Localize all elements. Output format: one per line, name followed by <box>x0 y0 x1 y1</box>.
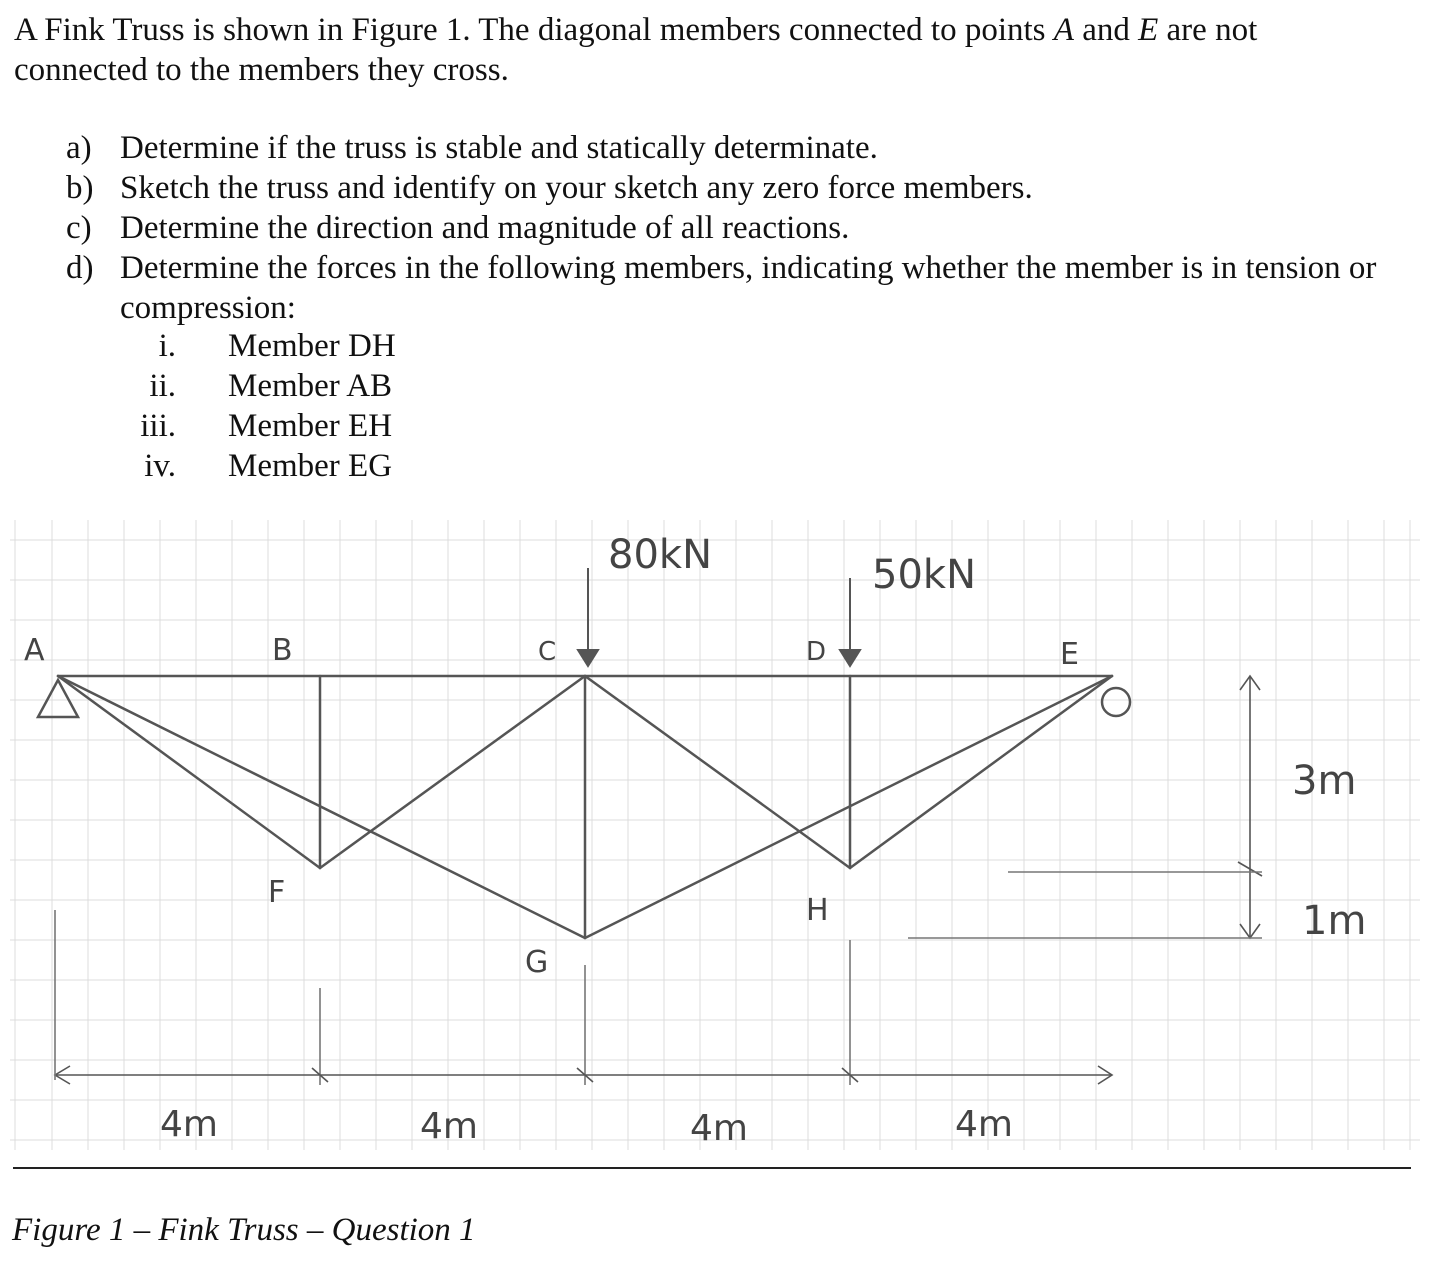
node-label-a: A <box>24 633 45 668</box>
dim-label-span-4: 4m <box>955 1104 1013 1145</box>
intro-line-2: connected to the members they cross. <box>14 52 509 88</box>
roller-support-e <box>1102 688 1130 716</box>
part-a: a) Determine if the truss is stable and statically determinate. <box>66 130 878 166</box>
load-label-80kn: 80kN <box>608 532 712 578</box>
dim-label-3m: 3m <box>1292 758 1357 804</box>
node-label-f: F <box>268 875 286 910</box>
subpart-iii: iii. Member EH <box>140 408 393 444</box>
node-label-d: D <box>806 637 827 667</box>
point-e-ref: E <box>1138 12 1159 48</box>
dim-label-1m: 1m <box>1302 898 1367 944</box>
part-c: c) Determine the direction and magnitude of all reactions. <box>66 210 850 246</box>
node-label-e: E <box>1060 637 1079 672</box>
load-label-50kn: 50kN <box>872 552 976 598</box>
member-af <box>58 676 320 868</box>
subpart-iv: iv. Member EG <box>144 448 393 484</box>
node-label-c: C <box>538 637 557 667</box>
member-fc <box>320 676 585 868</box>
question-parts <box>66 128 1406 328</box>
intro-line-1: A Fink Truss is shown in Figure 1. The diagonal members connected to points A and E are not <box>14 12 1258 48</box>
problem-intro <box>14 10 1414 90</box>
subparts-list <box>66 326 666 486</box>
figure-caption: Figure 1 – Fink Truss – Question 1 <box>12 1212 476 1248</box>
dim-label-span-3: 4m <box>690 1108 748 1149</box>
node-label-b: B <box>272 633 293 668</box>
grid-paper <box>10 520 1420 1150</box>
subpart-i: i. Member DH <box>158 328 396 364</box>
load-arrowhead-d <box>840 650 860 666</box>
subpart-ii: ii. Member AB <box>149 368 393 404</box>
part-b: b) Sketch the truss and identify on your sketch any zero force members. <box>66 170 1033 206</box>
part-d: d) Determine the forces in the following members, indicating whether the member is in tension or compression: <box>66 250 1377 326</box>
member-eh <box>850 676 1112 868</box>
member-ch <box>585 676 850 868</box>
node-label-h: H <box>806 893 829 928</box>
fink-truss-figure <box>0 510 1432 1160</box>
dim-label-span-1: 4m <box>160 1104 218 1145</box>
node-label-g: G <box>525 945 549 980</box>
dim-label-span-2: 4m <box>420 1106 478 1147</box>
figure-rule <box>13 1167 1411 1169</box>
point-a-ref: A <box>1053 12 1074 48</box>
load-arrowhead-c <box>578 650 598 666</box>
member-ag <box>58 676 585 938</box>
